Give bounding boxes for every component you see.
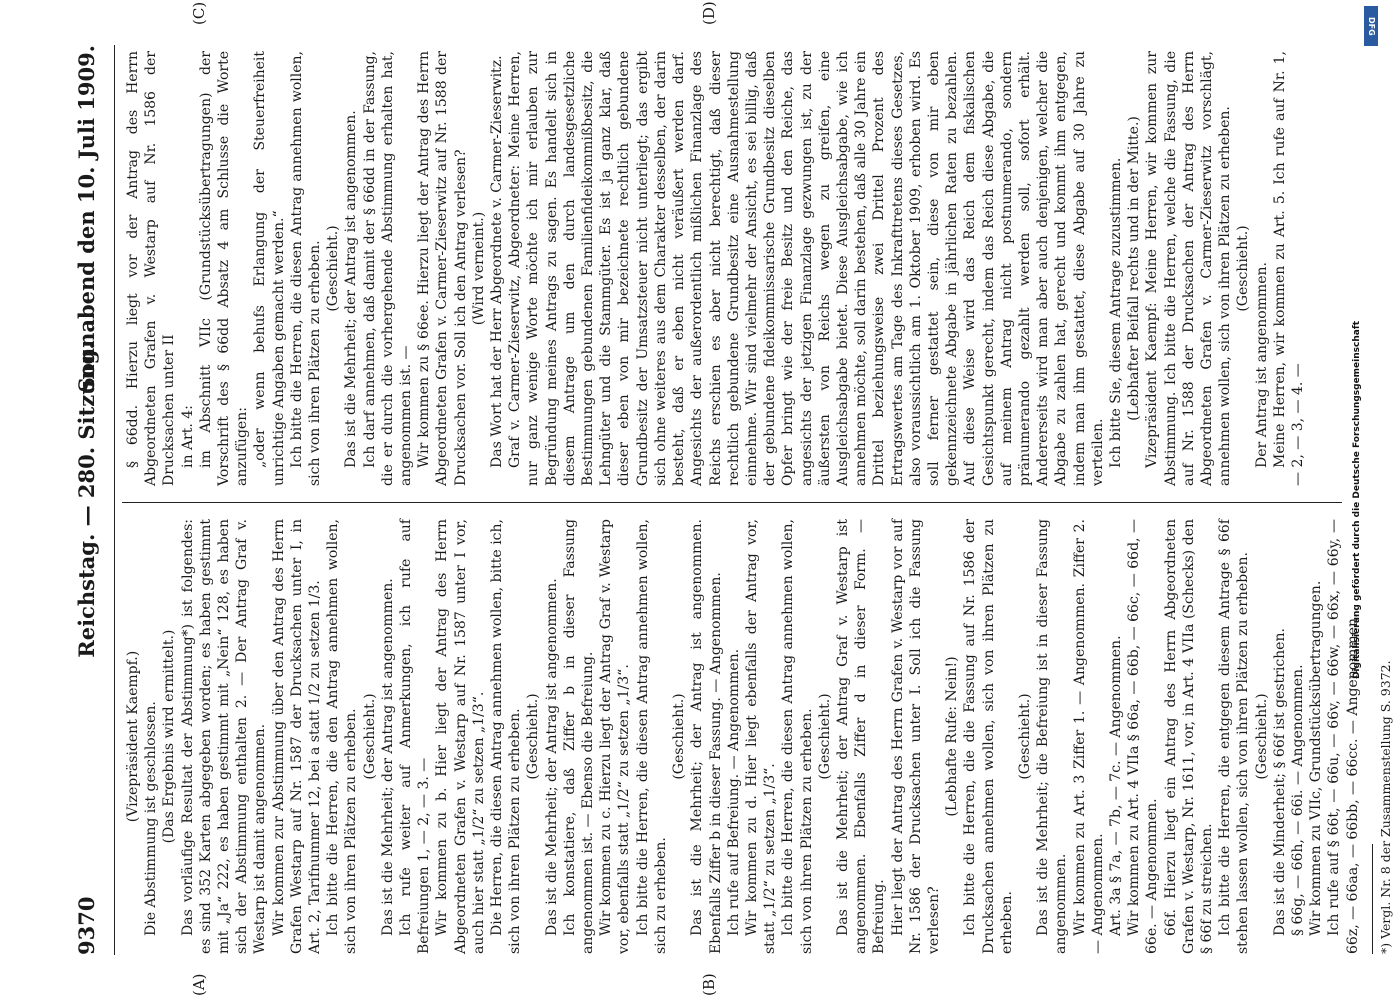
column-divider bbox=[122, 502, 1342, 503]
page-title: Reichstag. — 280. Sitzung. bbox=[74, 342, 99, 658]
left-paragraph: Wir kommen zu d. Hier liegt ebenfalls der Antrag vor, statt „1/2“ zu setzen „1/3“. bbox=[743, 519, 779, 954]
left-paragraph: Die Abstimmung ist geschlossen. bbox=[143, 701, 160, 936]
dfg-logo: DFG bbox=[1364, 6, 1378, 46]
left-paragraph: Wir kommen zu Art. 3 Ziffer 1. — Angenommen. Ziffer 2. — Angenommen. bbox=[1071, 519, 1106, 954]
left-column bbox=[124, 519, 1395, 954]
page-date: Sonnabend den 10. Juli 1909. bbox=[74, 45, 99, 393]
left-paragraph: Das ist die Mehrheit; der Antrag Graf v. Westarp ist angenommen. Ebenfalls Ziffer d in dieser Form. — Befreiung. bbox=[834, 519, 888, 954]
left-paragraph: (Geschieht.) bbox=[671, 693, 688, 780]
right-paragraph: Vizepräsident Kaempf: Meine Herren, wir kommen zur Abstimmung. Ich bitte die Herren, welche die Fassung, die auf Nr. 1588 der Drucksachen der Antrag des Herrn Abgeordneten Grafen v. Carmer-Zieserwitz vorschlägt, annehmen wollen, sich von ihren Plätzen zu erheben. bbox=[1144, 51, 1234, 486]
left-paragraph: Die Herren, die diesen Antrag annehmen wollen, bitte ich, sich von ihren Plätzen zu erheben. bbox=[489, 519, 524, 954]
right-column bbox=[124, 51, 1307, 486]
left-paragraph: Das ist die Mehrheit; die Befreiung ist in dieser Fassung angenommen. bbox=[1035, 519, 1070, 954]
right-paragraph: Der Antrag ist angenommen. bbox=[1253, 262, 1270, 468]
left-paragraph: 66f. Hierzu liegt ein Antrag des Herrn Abgeordneten Grafen v. Westarp, Nr. 1611, vor, in Art. 4 VIIa (Schecks) den § 66f zu streichen. bbox=[1162, 519, 1215, 954]
right-paragraph: (Wird verneint.) bbox=[470, 211, 487, 326]
margin-marker-a: (A) bbox=[190, 973, 208, 996]
right-paragraph: Ich bitte Sie, diesem Antrage zuzustimmen. bbox=[1107, 157, 1124, 468]
left-paragraph: (Geschieht.) bbox=[525, 693, 542, 780]
left-paragraph: Das ist die Mehrheit; der Antrag ist angenommen. Ebenfalls Ziffer b in dieser Fassung. — Angenommen. bbox=[689, 519, 724, 954]
left-paragraph: Das vorläufige Resultat der Abstimmung*) ist folgendes: es sind 352 Karten abgegeben worden; es haben gestimmt mit „Ja“ 222, es haben gestimmt mit „Nein“ 128, es haben sich der Abstimmung enthalten 2. — Der Antrag Graf v. Westarp ist damit angenommen. bbox=[179, 519, 269, 954]
page-header bbox=[70, 45, 110, 955]
margin-marker-c: (C) bbox=[190, 1, 208, 25]
footnote-rule bbox=[1372, 844, 1373, 954]
left-paragraph: Ich rufe auf Befreiung. — Angenommen. bbox=[725, 648, 742, 936]
header-rule bbox=[114, 45, 115, 955]
right-paragraph: (Geschieht.) bbox=[1235, 225, 1252, 312]
left-paragraph: Das ist die Minderheit; § 66f ist gestrichen. bbox=[1271, 628, 1288, 936]
right-paragraph: Wir kommen zu § 66ee. Hierzu liegt der Antrag des Herrn Abgeordneten Grafen v. Carmer-Zieserwitz auf Nr. 1588 der Drucksachen vor. Soll ich den Antrag verlesen? bbox=[416, 51, 469, 486]
right-paragraph: Ich bitte die Herren, die diesen Antrag annehmen wollen, sich von ihren Plätzen zu erheben. bbox=[288, 51, 324, 486]
right-paragraph: (Geschieht.) bbox=[325, 225, 342, 312]
left-paragraph: Hier liegt der Antrag des Herrn Grafen v. Westarp vor auf Nr. 1586 der Drucksachen unter I. Soll ich die Fassung verlesen? bbox=[889, 519, 942, 954]
left-paragraph: (Das Ergebnis wird ermittelt.) bbox=[161, 629, 178, 844]
right-paragraph: im Abschnitt VIIc (Grundstücksübertragungen) der Vorschrift des § 66dd Absatz 4 am Schlusse die Worte anzufügen: bbox=[197, 51, 251, 486]
footnote: *) Vergl. Nr. 8 der Zusammenstellung S. 9372. bbox=[1377, 660, 1393, 954]
right-paragraph: Meine Herren, wir kommen zu Art. 5. Ich rufe auf Nr. 1, — 2, — 3, — 4. — bbox=[1271, 51, 1306, 486]
left-paragraph: (Lebhafte Rufe: Nein!) bbox=[944, 656, 961, 817]
left-paragraph: Ich bitte die Herren, die diesen Antrag annehmen wollen, sich von ihren Plätzen zu erheben. bbox=[780, 519, 815, 954]
left-paragraph: Wir kommen zu c. Hierzu liegt der Antrag Graf v. Westarp vor, ebenfalls statt „1/2“ zu setzen „1/3“. bbox=[598, 519, 633, 954]
right-paragraph: (Lebhafter Beifall rechts und in der Mitte.) bbox=[1126, 116, 1143, 421]
left-paragraph: Ich bitte die Herren, die die Fassung auf Nr. 1586 der Drucksachen annehmen wollen, sich von ihren Plätzen zu erheben. bbox=[962, 519, 1015, 954]
left-paragraph: (Geschieht.) bbox=[361, 693, 378, 780]
right-paragraph: § 66dd. Hierzu liegt vor der Antrag des Herrn Abgeordneten Grafen v. Westarp auf Nr. 1586 der Drucksachen unter II bbox=[125, 51, 178, 486]
right-paragraph: Ich darf annehmen, daß damit der § 66dd in der Fassung, die er durch die vorhergehende Abstimmung erhalten hat, angenommen ist. — bbox=[361, 51, 415, 486]
right-paragraph: Das ist die Mehrheit; der Antrag ist angenommen. bbox=[343, 110, 360, 468]
left-paragraph: (Geschieht.) bbox=[816, 693, 833, 780]
left-paragraph: Art. 3a § 7a, — 7b, — 7c. — Angenommen. bbox=[1107, 635, 1124, 936]
left-paragraph: Ich konstatiere, daß Ziffer b in dieser Fassung angenommen ist. — Ebenso die Befreiung. bbox=[561, 519, 597, 954]
digitization-note: Digitalisierung gefördert durch die Deutsche Forschungsgemeinschaft bbox=[1352, 320, 1362, 680]
left-paragraph: Wir kommen zu b. Hier liegt der Antrag des Herrn Abgeordneten Grafen v. Westarp auf Nr. 1587 unter I vor, auch hier statt „1/2“ zu setzen „1/3“. bbox=[434, 519, 487, 954]
left-paragraph: Ich bitte die Herren, die entgegen diesem Antrage § 66f stehen lassen wollen, sich von ihren Plätzen zu erheben. bbox=[1217, 519, 1252, 954]
left-paragraph: Das ist die Mehrheit; der Antrag ist angenommen. bbox=[543, 578, 560, 936]
margin-marker-d: (D) bbox=[700, 1, 718, 25]
page-number: 9370 bbox=[74, 896, 99, 955]
left-paragraph: Wir kommen zur Abstimmung über den Antrag des Herrn Grafen Westarp auf Nr. 1587 der Drucksachen unter I, in Art. 2, Tarifnummer 12, bei a statt 1/2 zu setzen 1/3. bbox=[270, 519, 324, 954]
margin-marker-b: (B) bbox=[700, 973, 718, 996]
left-paragraph: (Geschieht.) bbox=[1016, 693, 1033, 780]
left-paragraph: Ich rufe weiter auf Anmerkungen, ich rufe auf Befreiungen 1, — 2, — 3. — bbox=[398, 519, 433, 954]
left-paragraph: Ich bitte die Herren, die den Antrag annehmen wollen, sich von ihren Plätzen zu erheben. bbox=[325, 519, 360, 954]
left-paragraph: Wir kommen zu VIIc, Grundstücksübertragungen. bbox=[1308, 580, 1325, 936]
left-paragraph: (Vizepräsident Kaempf.) bbox=[125, 650, 141, 823]
left-paragraph: Ich rufe auf § 66t, — 66u, — 66v, — 66w, — 66x, — 66y, — 66z, — 66aa, — 66bb, — 66cc. — Angenommen. bbox=[1326, 519, 1361, 954]
left-paragraph: (Geschieht.) bbox=[1253, 693, 1270, 780]
left-paragraph: Das ist die Mehrheit; der Antrag ist angenommen. bbox=[379, 578, 396, 936]
left-paragraph: Wir kommen zu Art. 4 VIIa § 66a, — 66b, — 66c, — 66d, — 66e. — Angenommen. bbox=[1126, 519, 1161, 954]
right-paragraph: in Art. 4: bbox=[179, 405, 196, 468]
left-paragraph: § 66g, — 66h, — 66i. — Angenommen. bbox=[1290, 664, 1306, 936]
right-paragraph: „oder wenn behufs Erlangung der Steuerfreiheit unrichtige Angaben gemacht werden.“ bbox=[252, 51, 287, 486]
right-paragraph: Graf v. Carmer-Zieserwitz, Abgeordneter: Meine Herren, nur ganz wenige Worte möchte ich mir erlauben zur Begründung meines Antrags zu sagen. Es handelt sich in diesem Antrage um den durch landesgesetzliche Bestimmungen gebundenen Familienfideikommißbesitz, die Lehngüter und die Stammgüter. Es ist ja ganz klar, daß dieser eben von mir bezeichnete rechtlich gebundene Grundbesitz der Umsatzsteuer nicht unterliegt; das ergibt sich ohne weiteres aus dem Charakter desselben, der darin besteht, daß er eben nicht veräußert werden darf. Angesichts der außerordentlich mißlichen Finanzlage des Reichs erschien es aber nicht berechtigt, daß dieser rechtlich gebundene Grundbesitz eine Ausnahmestellung einnehme. Wir sind vielmehr der Ansicht, es sei billig, daß der gebundene fideikommissarische Grundbesitz dieselben Opfer bringt wie der freie Besitz und den Reiche, das angesichts der jetzigen Finanzlage gezwungen ist, zu der äußersten von Reichs wegen zu greifen, eine Ausgleichsabgabe bietet. Diese Ausgleichsabgabe, wie ich annehmen möchte, soll darin bestehen, daß alle 30 Jahre ein Drittel beziehungsweise zwei Drittel Prozent des Ertragswertes am Tage des Inkrafttretens dieses Gesetzes, also voraussichtlich am 1. Oktober 1909, erhoben wird. Es soll ferner gestattet sein, diese von mir eben gekennzeichnete Abgabe in jährlichen Raten zu bezahlen. Auf diese Weise wird das Reich dem fiskalischen Gesichtspunkt gerecht, indem das Reich diese Abgabe, die auf meinem Antrag nicht postnumerando, sondern pränumerando gezahlt werden soll, sofort erhält. Andererseits wird man aber auch denjenigen, welcher die Abgabe zu zahlen hat, gerecht und kommt ihm entgegen, indem man ihm gestattet, diese Abgabe auf 30 Jahre zu verteilen. bbox=[507, 51, 1106, 486]
right-paragraph: Das Wort hat der Herr Abgeordnete v. Carmer-Zieserwitz. bbox=[489, 55, 506, 468]
left-paragraph: Ich bitte die Herren, die diesen Antrag annehmen wollen, sich zu erheben. bbox=[634, 519, 669, 954]
